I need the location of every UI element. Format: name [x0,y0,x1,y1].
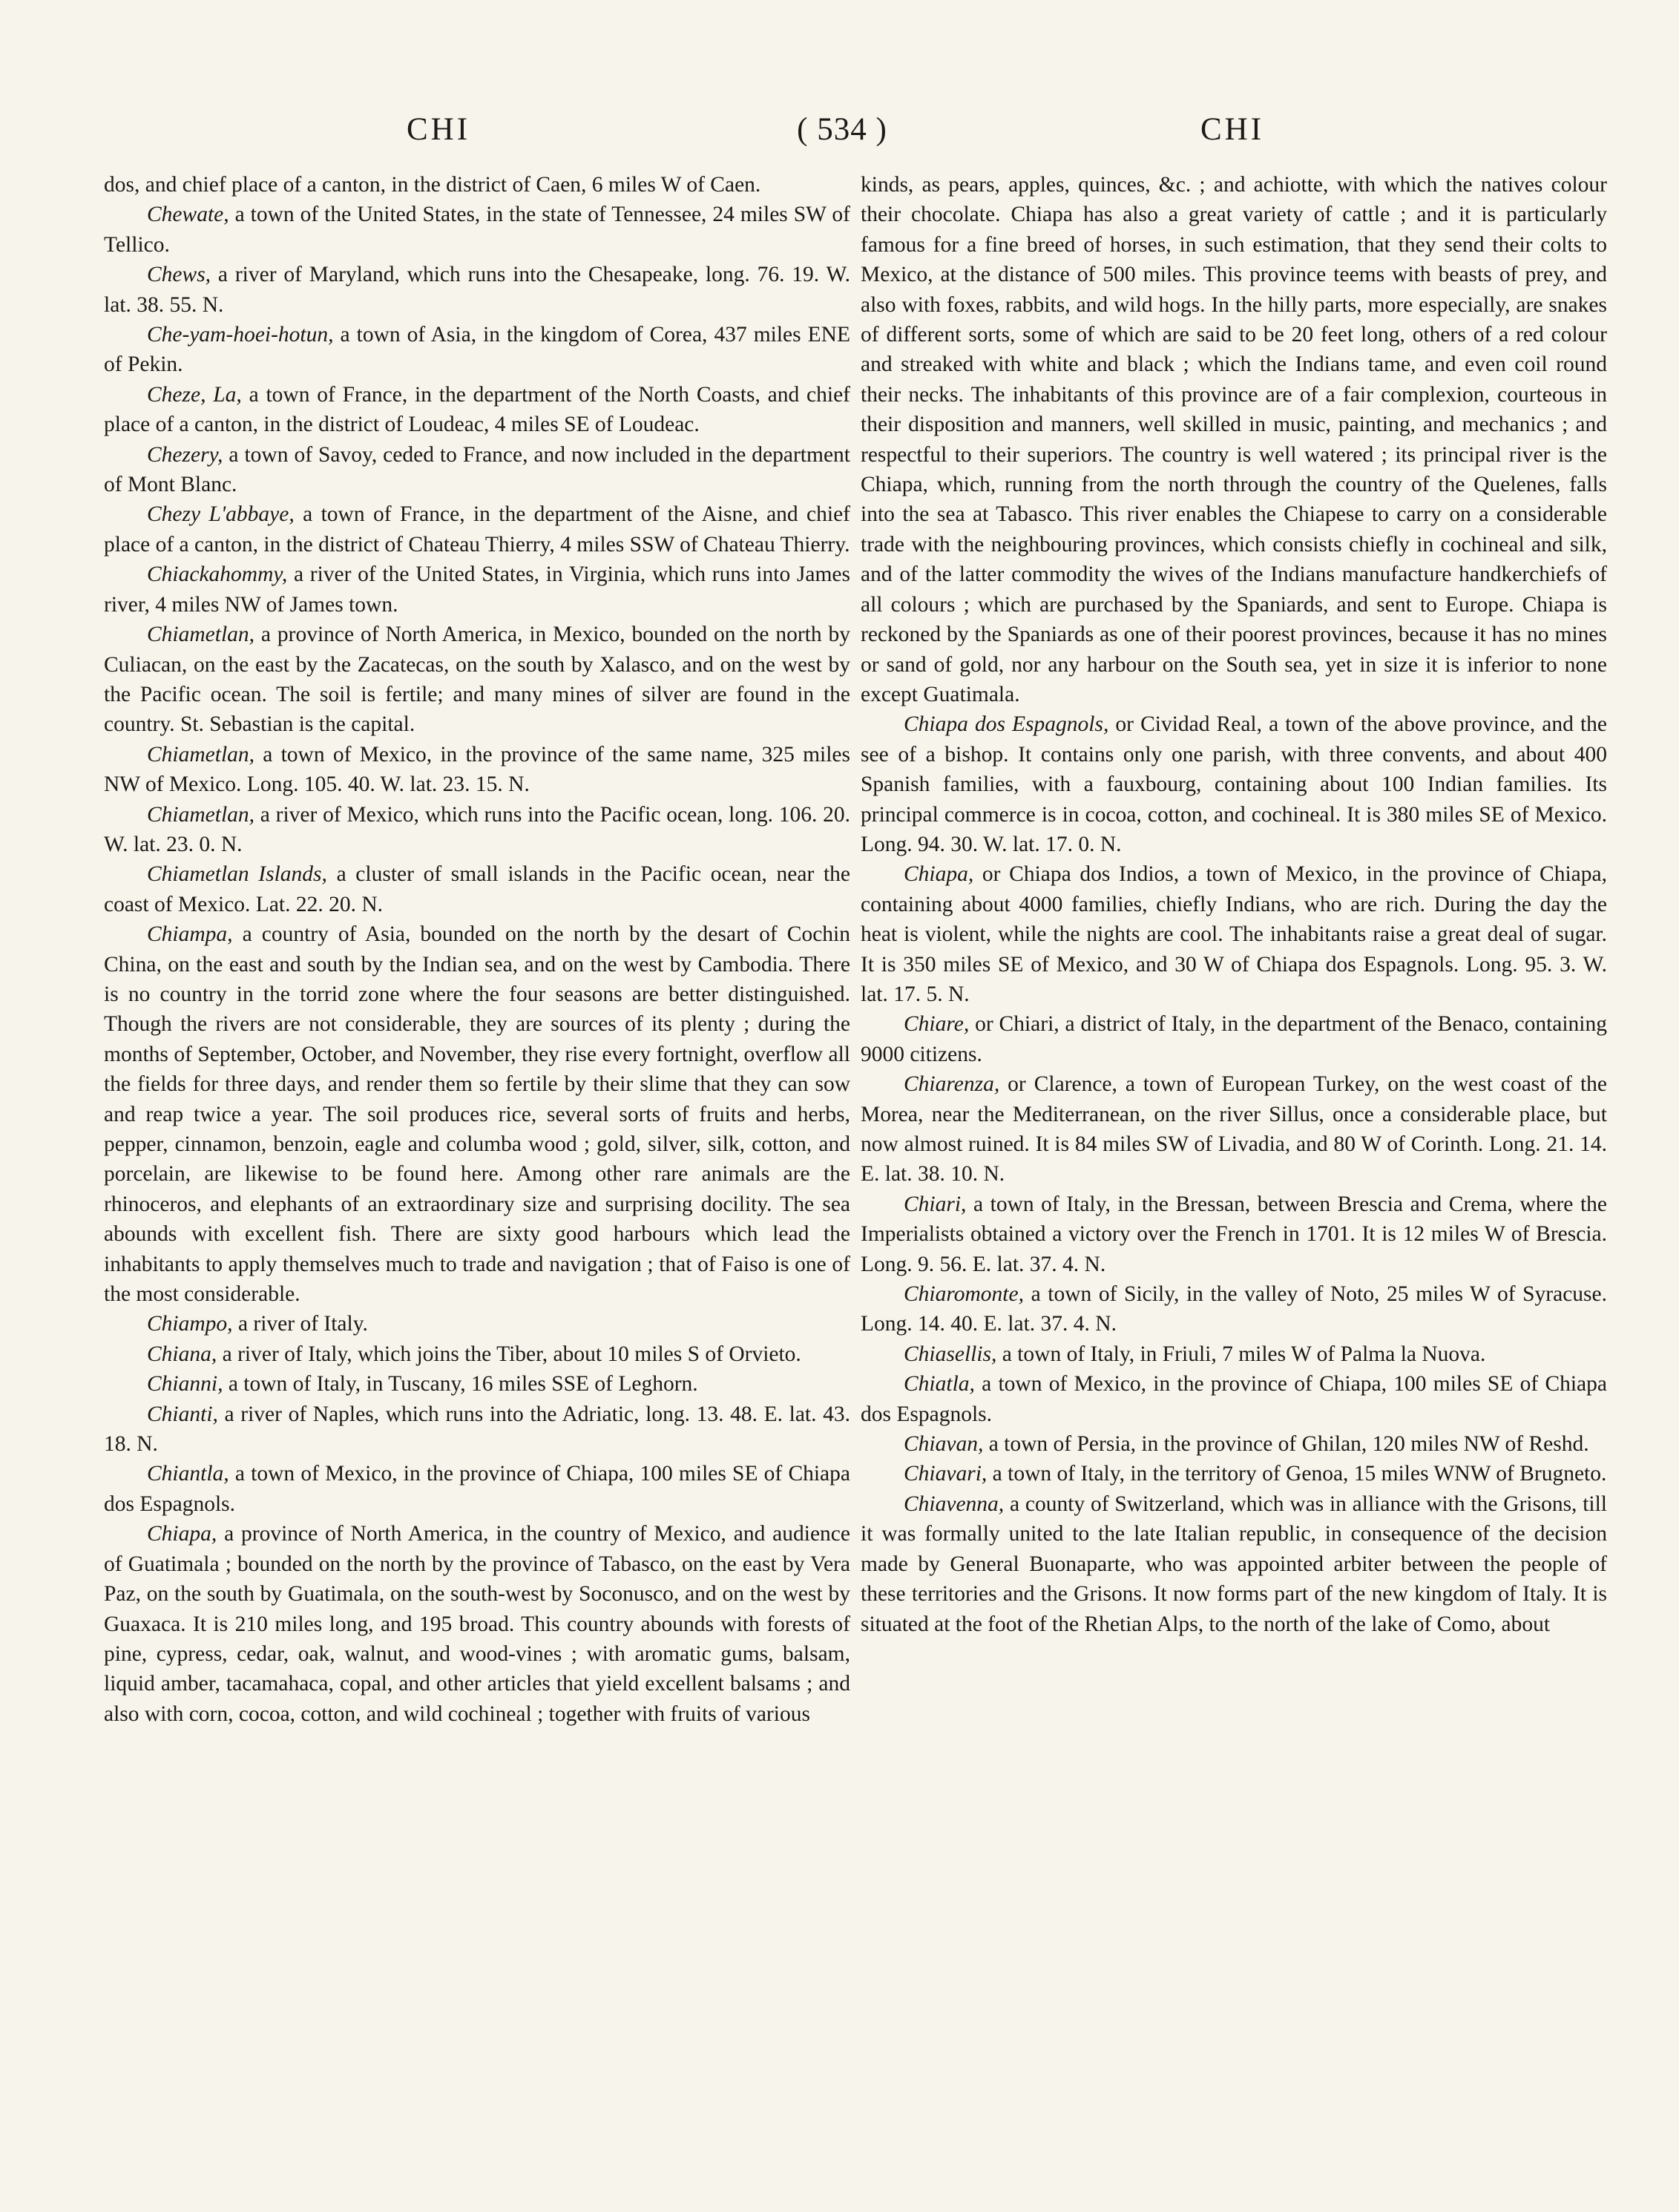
entry-headword: Chiametlan, [147,802,255,827]
entry-text: or Clarence, a town of European Turkey, on the west coast of the Morea, near the Mediterranean, on the river Sillus, once a considerable place, but now almost ruined. It is 84 miles SW of Livadia, and 80 W of Corinth. Long. 21. 14. E. lat. 38. 10. N. [861,1072,1607,1187]
running-header [104,111,1580,156]
entry-text: a town of Mexico, in the province of Chiapa, 100 miles SE of Chiapa dos Espagnols. [104,1462,850,1516]
entry-headword: Chiapa, [904,862,974,887]
dictionary-entry [861,709,1607,859]
dictionary-entry [104,1309,850,1339]
entry-headword: Chiavan, [904,1432,984,1457]
dictionary-entry [861,859,1607,1009]
entry-text: a town of Italy, in Friuli, 7 miles W of Palma la Nuova. [996,1342,1486,1366]
entry-headword: Chewate, [147,203,229,227]
dictionary-entry [104,380,850,440]
dictionary-entry [861,1459,1607,1489]
entry-headword: Cheze, La, [147,382,242,407]
entry-text: a town of Italy, in the Bressan, between Brescia and Crema, where the Imperialists obtained a victory over the French in 1701. It is 12 miles W of Brescia. Long. 9. 56. E. lat. 37. 4. N. [861,1192,1607,1276]
entry-text: or Chiari, a district of Italy, in the department of the Benaco, containing 9000 citizens. [861,1012,1607,1066]
entry-text: a river of Maryland, which runs into the Chesapeake, long. 76. 19. W. lat. 38. 55. N. [104,263,850,317]
dictionary-entry [861,1339,1607,1369]
entry-headword: Chezery, [147,442,223,467]
entry-text: dos, and chief place of a canton, in the district of Caen, 6 miles W of Caen. [104,173,761,197]
entry-text: a cluster of small islands in the Pacific ocean, near the coast of Mexico. Lat. 22. 20. N. [104,862,850,916]
dictionary-entry [104,859,850,919]
dictionary-entry [861,1069,1607,1189]
dictionary-entry [104,740,850,800]
entry-headword: Chiatla, [904,1372,975,1397]
entry-headword: Chiackahommy, [147,562,288,587]
entry-headword: Chiasellis, [904,1342,997,1366]
entry-text: a river of Mexico, which runs into the Pacific ocean, long. 106. 20. W. lat. 23. 0. N. [104,802,850,856]
entry-headword: Chews, [147,263,211,287]
entry-text: a province of North America, in the country of Mexico, and audience of Guatimala ; bounded on the north by the province of Tabasco, on the east by Vera Paz, on the south by Guatimala, on the south-west by Soconusco, and on the west by Guaxaca. It is 210 miles long, and 195 broad. This country abounds with forests of pine, cypress, cedar, oak, walnut, and wood-vines ; with aromatic gums, balsam, liquid amber, tacamahaca, copal, and other articles that yield excellent balsams ; and also with corn, cocoa, cotton, and wild cochineal ; together with fruits of various [104,1522,850,1726]
page-number: ( 534 ) [797,112,887,147]
entry-headword: Chiantla, [147,1462,229,1486]
dictionary-entry [104,320,850,380]
entry-text: a town of France, in the department of the Aisne, and chief place of a canton, in the district of Chateau Thierry, 4 miles SSW of Chateau Thierry. [104,502,850,557]
header-left-guideword: CHI [407,112,471,147]
dictionary-entry [104,559,850,620]
entry-headword: Chiana, [147,1342,217,1366]
entry-headword: Chiametlan Islands, [147,862,327,887]
entry-headword: Chiampo, [147,1312,233,1336]
dictionary-entry [104,499,850,559]
dictionary-entry [104,200,850,260]
entry-headword: Che-yam-hoei-hotun, [147,323,334,347]
entry-text: a town of Persia, in the province of Ghilan, 120 miles NW of Reshd. [983,1432,1589,1457]
entry-text: a town of Italy, in the territory of Genoa, 15 miles WNW of Brugneto. [987,1462,1607,1486]
entry-text: a river of Italy, which joins the Tiber, about 10 miles S of Orvieto. [217,1342,801,1366]
left-column [104,170,850,2166]
dictionary-entry [104,620,850,740]
entry-headword: Chiametlan, [147,623,255,647]
entry-headword: Chiari, [904,1192,967,1216]
entry-text: a town of Mexico, in the province of Chiapa, 100 miles SE of Chiapa dos Espagnols. [861,1372,1607,1426]
dictionary-entry [104,1339,850,1369]
dictionary-entry [861,1369,1607,1429]
entry-text: a river of the United States, in Virginia, which runs into James river, 4 miles NW of James town. [104,562,850,617]
entry-headword: Chianti, [147,1402,218,1426]
entry-headword: Chiapa dos Espagnols, [904,712,1109,737]
entry-headword: Chezy L'abbaye, [147,502,295,527]
dictionary-entry [104,1369,850,1399]
dictionary-entry [104,1519,850,1729]
dictionary-entry [104,1459,850,1519]
dictionary-entry [861,170,1607,709]
dictionary-entry [104,170,850,200]
entry-headword: Chiavari, [904,1462,988,1486]
dictionary-entry [861,1279,1607,1339]
dictionary-entry [861,1489,1607,1639]
entry-headword: Chiametlan, [147,742,255,767]
entry-text: a town of Mexico, in the province of the same name, 325 miles NW of Mexico. Long. 105. 40. W. lat. 23. 15. N. [104,742,850,797]
dictionary-entry [104,260,850,320]
entry-text: kinds, as pears, apples, quinces, &c. ; and achiotte, with which the natives colour their chocolate. Chiapa has also a great variety of cattle ; and it is particularly famous for a fine breed of horses, in such estimation, that they send their colts to Mexico, at the distance of 500 miles. This province teems with beasts of prey, and also with foxes, rabbits, and wild hogs. In the hilly parts, more especially, are snakes of different sorts, some of which are said to be 20 feet long, others of a red colour and streaked with white and black ; which the Indians tame, and even coil round their necks. The inhabitants of this province are of a fair complexion, courteous in their disposition and manners, well skilled in music, painting, and mechanics ; and respectful to their superiors. The country is well watered ; its principal river is the Chiapa, which, running from the north through the country of the Quelenes, falls into the sea at Tabasco. This river enables the Chiapese to carry on a considerable trade with the neighbouring provinces, which consists chiefly in cochineal and silk, and of the latter commodity the wives of the Indians manufacture handkerchiefs of all colours ; which are purchased by the Spaniards, and sent to Europe. Chiapa is reckoned by the Spaniards as one of their poorest provinces, because it has no mines or sand of gold, nor any harbour on the South sea, yet in size it is inferior to none except Guatimala. [861,173,1607,706]
entry-text: a town of France, in the department of the North Coasts, and chief place of a canton, in the district of Loudeac, 4 miles SE of Loudeac. [104,382,850,437]
entry-text: a river of Naples, which runs into the Adriatic, long. 13. 48. E. lat. 43. 18. N. [104,1402,850,1457]
entry-headword: Chiare, [904,1012,970,1037]
entry-headword: Chiarenza, [904,1072,1000,1097]
dictionary-entry [104,440,850,500]
entry-text: a river of Italy. [232,1312,368,1336]
dictionary-entry [861,1189,1607,1279]
entry-headword: Chiavenna, [904,1491,1005,1516]
entry-headword: Chianni, [147,1372,223,1397]
entry-text: a county of Switzerland, which was in alliance with the Grisons, till it was formally united to the late Italian republic, in consequence of the decision made by General Buonaparte, who was appointed arbiter between the people of these territories and the Grisons. It now forms part of the new kingdom of Italy. It is situated at the foot of the Rhetian Alps, to the north of the lake of Como, about [861,1491,1607,1636]
dictionary-entry [861,1429,1607,1459]
right-column [861,170,1607,2166]
dictionary-entry [104,800,850,860]
entry-text: a town of Italy, in Tuscany, 16 miles SSE of Leghorn. [223,1372,698,1397]
entry-text: a town of the United States, in the state of Tennessee, 24 miles SW of Tellico. [104,203,850,257]
entry-text: a town of Asia, in the kingdom of Corea, 437 miles ENE of Pekin. [104,323,850,377]
entry-text: a country of Asia, bounded on the north by the desart of Cochin China, on the east and south by the Indian sea, and on the west by Cambodia. There is no country in the torrid zone where the four seasons are better distinguished. Though the rivers are not considerable, they are sources of its plenty ; during the months of September, October, and November, they rise every fortnight, overflow all the fields for three days, and render them so fertile by their slime that they can sow and reap twice a year. The soil produces rice, several sorts of fruits and herbs, pepper, cinnamon, benzoin, eagle and columba wood ; gold, silver, silk, cotton, and porcelain, are likewise to be found here. Among other rare animals are the rhinoceros, and elephants of an extraordinary size and surprising docility. The sea abounds with excellent fish. There are sixty good harbours which lead the inhabitants to apply themselves much to trade and navigation ; that of Faiso is one of the most considerable. [104,922,850,1307]
dictionary-entry [104,1399,850,1460]
entry-text: or Cividad Real, a town of the above province, and the see of a bishop. It contains only one parish, with three convents, and about 400 Spanish families, with a fauxbourg, containing about 100 Indian families. Its principal commerce is in cocoa, cotton, and cochineal. It is 380 miles SE of Mexico. Long. 94. 30. W. lat. 17. 0. N. [861,712,1607,856]
dictionary-entry [104,919,850,1309]
entry-text: a town of Savoy, ceded to France, and now included in the department of Mont Blanc. [104,442,850,497]
entry-headword: Chiaromonte, [904,1282,1024,1307]
entry-headword: Chiampa, [147,922,233,947]
header-right-guideword: CHI [1200,112,1265,147]
entry-text: a town of Sicily, in the valley of Noto, 25 miles W of Syracuse. Long. 14. 40. E. lat. 37. 4. N. [861,1282,1607,1336]
dictionary-entry [861,1009,1607,1069]
entry-text: or Chiapa dos Indios, a town of Mexico, in the province of Chiapa, containing about 4000 families, chiefly Indians, who are rich. During the day the heat is violent, while the nights are cool. The inhabitants raise a great deal of sugar. It is 350 miles SE of Mexico, and 30 W of Chiapa dos Espagnols. Long. 95. 3. W. lat. 17. 5. N. [861,862,1607,1006]
entry-text: a province of North America, in Mexico, bounded on the north by Culiacan, on the east by the Zacatecas, on the south by Xalasco, and on the west by the Pacific ocean. The soil is fertile; and many mines of silver are found in the country. St. Sebastian is the capital. [104,623,850,737]
entry-headword: Chiapa, [147,1522,217,1546]
